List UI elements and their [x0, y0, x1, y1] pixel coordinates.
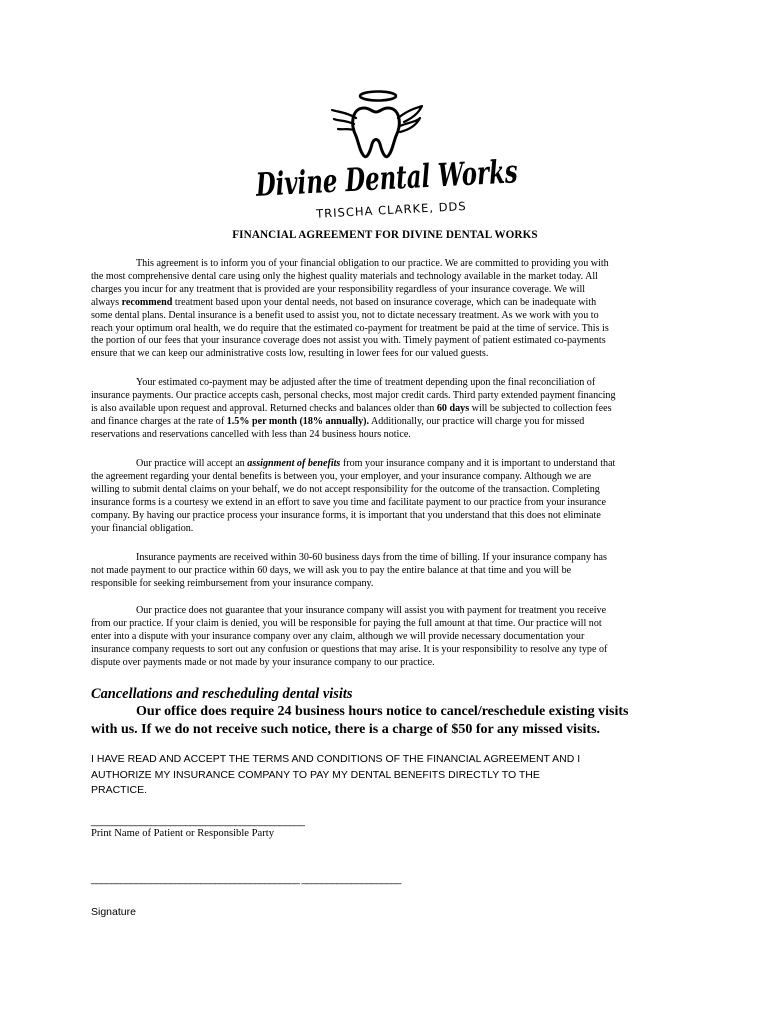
text-line: ensure that we can keep our administrative costs low, resulting in lower fees for our valued guests. [91, 348, 489, 360]
text-line: insurance payments. Our practice accepts cash, personal checks, most major credit cards. Third party extended payment financing [91, 389, 616, 401]
paragraph-insurance-payments [91, 552, 681, 591]
text-line: I HAVE READ AND ACCEPT THE TERMS AND CONDITIONS OF THE FINANCIAL AGREEMENT AND I [91, 753, 581, 765]
text-line: Our office does require 24 business hours notice to cancel/reschedule existing visits [136, 704, 629, 719]
paragraph-copayment [91, 377, 681, 442]
text-line: always recommend treatment based upon your dental needs, not based on insurance coverage, which can be inadequate with [91, 296, 597, 308]
text-line: reach your optimum oral health, we do require that the estimated co-payment for treatment be paid at the time of service. This is [91, 322, 609, 334]
text-line: not made payment to our practice within 60 days, we will ask you to pay the entire balance at that time and you will be [91, 564, 572, 576]
text-line: the agreement regarding your dental benefits is between you, your employer, and your insurance company. Although we are [91, 470, 592, 482]
text-line: enter into a dispute with your insurance company over any claim, although we will provide necessary documentation your [91, 630, 585, 642]
signature-line[interactable]: __________________________________________ ____________________ [91, 874, 401, 885]
text-line: Your estimated co-payment may be adjusted after the time of treatment depending upon the final reconciliation of [136, 377, 596, 388]
text-line: the most comprehensive dental care using only the highest quality materials and technology available in the market today. All [91, 270, 598, 282]
cancellation-heading: Cancellations and rescheduling dental visits [91, 686, 353, 702]
paragraph-assignment-of-benefits [91, 458, 681, 535]
logo-doctor-name: TRISCHA CLARKE, DDS [315, 198, 467, 221]
emphasis-recommend: recommend [121, 296, 173, 308]
text-line: is also available upon request and approval. Returned checks and balances older than 60 days will be subjected to collection fees [91, 402, 612, 414]
text-line: insurance forms is a courtesy we extend in an effort to save you time and facilitate payment to our practice from your insurance [91, 496, 606, 508]
print-name-label: Print Name of Patient or Responsible Party [91, 828, 275, 839]
text-line: the portion of our fees that your insurance coverage does not assist you with. Timely payment of patient estimated co-payments [91, 335, 606, 347]
text-line: responsible for seeking reimbursement from your insurance company. [91, 577, 374, 589]
document-title: FINANCIAL AGREEMENT FOR DIVINE DENTAL WORKS [232, 229, 538, 241]
emphasis-assignment-of-benefits: assignment of benefits [247, 458, 341, 469]
text-line: with us. If we do not receive such notice, there is a charge of $50 for any missed visits. [91, 722, 601, 737]
print-name-line[interactable]: ___________________________________________ [91, 816, 305, 827]
emphasis-60-days: 60 days [436, 402, 470, 414]
text-line: company. By having our practice process your insurance forms, it is important that you understand that this does not eliminate [91, 509, 601, 521]
text-line: charges you incur for any treatment that is provided are your responsibility regardless of your insurance coverage. We will [91, 283, 586, 295]
text-line: Insurance payments are received within 30-60 business days from the time of billing. If your insurance company has [136, 552, 607, 563]
text-line: Our practice will accept an assignment of benefits from your insurance company and it is important to understand that [136, 458, 616, 469]
text-line: PRACTICE. [91, 784, 148, 797]
text-line: and finance charges at the rate of 1.5% per month (18% annually). Additionally, our practice will charge you for missed [91, 415, 585, 427]
text-line: insurance company requests to sort out any confusion or questions that may arise. It is your responsibility to resolve any type of [91, 643, 608, 655]
logo-brand-name: Divine Dental Works [254, 146, 624, 204]
text-line: from our practice. If your claim is denied, you will be responsible for paying the full amount at that time. Our practice will not [91, 617, 602, 629]
paragraph-financial-obligation [91, 258, 681, 361]
paragraph-no-guarantee [91, 605, 681, 670]
text-line: reservations and reservations cancelled with less than 24 business hours notice. [91, 428, 411, 440]
winged-tooth-with-halo-icon [332, 92, 422, 157]
divine-dental-works-logo [248, 88, 624, 223]
text-line: dispute over payments made or not made by your insurance company to our practice. [91, 656, 435, 668]
text-line: willing to submit dental claims on your behalf, we do not accept responsibility for the outcome of the transaction. Completing [91, 483, 600, 495]
emphasis-finance-rate: 1.5% per month (18% annually). [226, 415, 369, 427]
text-line: your financial obligation. [91, 522, 194, 534]
text-line: AUTHORIZE MY INSURANCE COMPANY TO PAY MY DENTAL BENEFITS DIRECTLY TO THE [91, 768, 540, 781]
text-line: Our practice does not guarantee that your insurance company will assist you with payment for treatment you receive [136, 605, 607, 616]
text-line: some dental plans. Dental insurance is a benefit used to assist you, not to dictate necessary treatment. As we work with you to [91, 309, 599, 321]
cancellation-notice [91, 703, 711, 739]
signature-label: Signature [91, 906, 136, 918]
acknowledgement-statement [91, 752, 711, 799]
text-line: This agreement is to inform you of your financial obligation to our practice. We are committed to providing you with [136, 258, 609, 269]
